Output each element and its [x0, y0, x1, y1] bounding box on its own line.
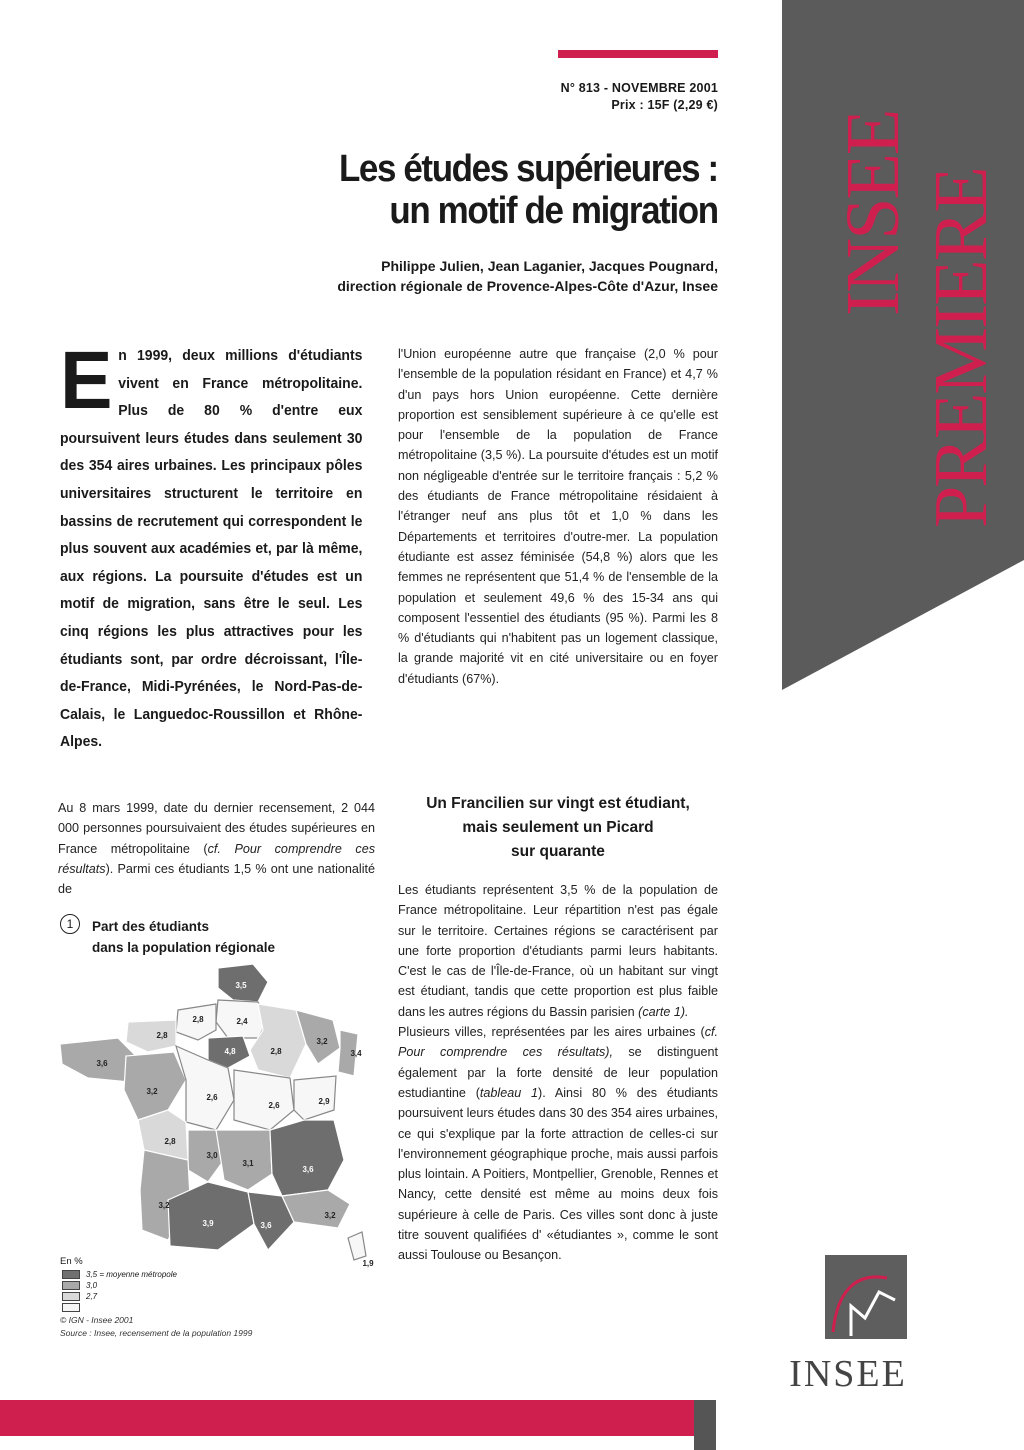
region-bourgogne: [234, 1070, 294, 1130]
bottom-grey-bar: [694, 1400, 716, 1450]
label-champagne: 2,8: [270, 1047, 282, 1056]
label-poitou: 2,8: [164, 1137, 176, 1146]
top-accent-rule: [558, 50, 718, 58]
section-heading-line-1: Un Francilien sur vingt est étudiant,: [426, 795, 690, 812]
title-line-2: un motif de migration: [389, 190, 718, 232]
label-lorraine: 3,2: [316, 1037, 328, 1046]
title-line-1: Les études supérieures :: [339, 148, 718, 190]
p2-italic-1: cf. Pour comprendre ces résultats),: [398, 1025, 718, 1060]
label-auvergne: 3,1: [242, 1159, 254, 1168]
p2-text-a: Plusieurs villes, représentées par les aires urbaines (: [398, 1025, 705, 1040]
body-right-bottom-p1: [398, 880, 718, 1022]
label-languedoc: 3,6: [260, 1221, 272, 1230]
label-centre: 2,6: [206, 1093, 218, 1102]
page-title: [339, 148, 718, 232]
label-nord: 3,5: [235, 981, 247, 990]
legend-title: En %: [60, 1256, 83, 1267]
figure-title: [92, 916, 275, 958]
dropcap: E: [60, 335, 113, 426]
section-heading: [398, 792, 718, 864]
label-picardie: 2,4: [236, 1017, 248, 1026]
left-bottom-part2: ). Parmi ces étudiants 1,5 % ont une nationalité de: [58, 861, 375, 897]
intro-text: n 1999, deux millions d'étudiants vivent en France métropolitaine. Plus de 80 % d'entre eux poursuivent leurs études dans seulement 30 des 354 aires urbaines. Les principaux pôles universitaires structurent le territoire en bassins de recrutement qui correspondent le plus souvent aux académies et, par là même, aux régions. La poursuite d'études est un motif de migration, sans être le seul. Les cinq régions les plus attractives pour les étudiants sont, par ordre décroissant, l'Île-de-France, Midi-Pyrénées, le Nord-Pas-de-Calais, le Languedoc-Roussillon et Rhône-Alpes.: [60, 348, 363, 751]
label-basse-normandie: 2,8: [156, 1031, 168, 1040]
figure-number: 1: [60, 914, 80, 934]
body-right-bottom: [398, 880, 718, 1266]
p1-italic: (carte 1).: [638, 1004, 689, 1019]
brand-word-insee: INSEE: [831, 110, 915, 316]
credit-line-1: © IGN - Insee 2001: [60, 1315, 134, 1325]
legend-row-1: [62, 1270, 177, 1279]
region-franche-comte: [294, 1076, 336, 1120]
left-bottom-part1: Au 8 mars 1999, date du dernier recensement, 2 044 000 personnes poursuivaient des études supérieures en France métropolitaine (: [58, 801, 375, 856]
label-bretagne: 3,6: [96, 1059, 108, 1068]
body-right-top: [398, 344, 718, 689]
left-bottom-italic: cf. Pour comprendre ces résultats: [58, 841, 375, 876]
region-corse: [348, 1232, 366, 1260]
issue-price: Prix : 15F (2,29 €): [611, 98, 718, 112]
figure-credit: [60, 1314, 252, 1340]
label-midi-pyrenees: 3,9: [202, 1219, 214, 1228]
legend-label: 2,7: [86, 1292, 98, 1301]
body-left-bottom: [58, 798, 375, 899]
legend-label: 3,5 = moyenne métropole: [86, 1270, 177, 1279]
label-aquitaine: 3,2: [158, 1201, 170, 1210]
legend-label: 3,0: [86, 1281, 98, 1290]
intro-paragraph: [60, 335, 363, 757]
label-bourgogne: 2,6: [268, 1101, 280, 1110]
p1-text: Les étudiants représentent 3,5 % de la population de France métropolitaine. Leur répartition n'est pas égale sur le territoire. Certaines régions se caractérisent par une forte proportion d'étudiants parmi leurs habitants. C'est le cas de l'Île-de-France, où un habitant sur vingt est étudiant, tandis que cette proportion est plus faible dans les autres régions du Bassin parisien: [398, 883, 718, 1019]
insee-logo-mark: [815, 1252, 915, 1342]
legend-row-3: [62, 1292, 97, 1301]
body-left-bottom-text: [58, 798, 375, 899]
legend-swatch: [62, 1303, 80, 1312]
label-ile-de-france: 4,8: [224, 1047, 236, 1056]
label-franche-comte: 2,9: [318, 1097, 330, 1106]
legend-swatch: [62, 1281, 80, 1290]
p2-text-b: se distinguent également par la forte densité de leur population estudiantine (: [398, 1045, 719, 1100]
insee-logo-text: INSEE: [789, 1353, 907, 1395]
body-right-top-text: l'Union européenne autre que française (2,0 % pour l'ensemble de la population résidant en France) et 4,7 % d'un pays hors Union européenne. Cette dernière proportion est sensiblement supérieure à ce qu'elle est pour l'ensemble de la population de France métropolitaine (3,5 %). La poursuite d'études est un motif non négligeable d'entrée sur le territoire français : 5,2 % des étudiants de France métropolitaine résidaient à l'étranger neuf ans plus tôt et 1,0 % dans les Départements et territoires d'outre-mer. La population étudiante est assez féminisée (54,8 %) alors que les femmes ne représentent que 51,4 % de l'ensemble de la population et seulement 49,6 % des 15-34 ans qui composent l'essentiel des étudiants (95 %). Parmi les 8 % d'étudiants qui n'habitent pas un logement classique, la grande majorité vit en cité universitaire ou en foyer d'étudiants (67%).: [398, 347, 718, 686]
label-haute-normandie: 2,8: [192, 1015, 204, 1024]
label-alsace: 3,4: [350, 1049, 362, 1058]
label-limousin: 3,0: [206, 1151, 218, 1160]
authors-line-2: direction régionale de Provence-Alpes-Côte d'Azur, Insee: [337, 278, 718, 294]
region-pays-de-la-loire: [124, 1052, 186, 1120]
body-right-bottom-p2: [398, 1022, 718, 1266]
section-heading-line-3: sur quarante: [511, 843, 605, 860]
label-paca: 3,2: [324, 1211, 336, 1220]
figure-title-line-1: Part des étudiants: [92, 919, 210, 934]
legend-row-2: [62, 1281, 97, 1290]
figure-title-line-2: dans la population régionale: [92, 940, 276, 955]
legend-row-4: [62, 1303, 86, 1312]
label-corse: 1,9: [362, 1259, 374, 1268]
label-rhone-alpes: 3,6: [302, 1165, 314, 1174]
p2-italic-2: tableau 1: [479, 1085, 539, 1100]
label-pays-de-la-loire: 3,2: [146, 1087, 158, 1096]
authors-line-1: Philippe Julien, Jean Laganier, Jacques Pougnard,: [381, 258, 718, 274]
section-heading-line-2: mais seulement un Picard: [462, 819, 654, 836]
issue-number: N° 813 - NOVEMBRE 2001: [560, 81, 718, 95]
legend-swatch: [62, 1292, 80, 1301]
legend-swatch: [62, 1270, 80, 1279]
p2-text-c: ). Ainsi 80 % des étudiants poursuivent leurs études dans 30 des 354 aires urbaines, ce qui s'explique par la forte attraction de celles-ci sur l'environnement géographique proche, mais aussi parfois plus lointain. A Poitiers, Montpellier, Grenoble, Rennes et Nancy, cette densité est même au moins deux fois supérieure à celle de Paris. Ces villes sont donc à juste titre souvent qualifiées d' «étudiantes », comme le sont aussi Toulouse ou Besançon.: [398, 1085, 718, 1263]
region-rhone-alpes: [270, 1120, 344, 1196]
issue-info: [561, 80, 718, 114]
brand-word-premiere: PREMIERE: [919, 168, 1003, 528]
authors: [337, 256, 718, 296]
bottom-accent-bar: [0, 1400, 694, 1436]
region-basse-normandie: [126, 1020, 176, 1052]
credit-line-2: Source : Insee, recensement de la population 1999: [60, 1328, 253, 1338]
